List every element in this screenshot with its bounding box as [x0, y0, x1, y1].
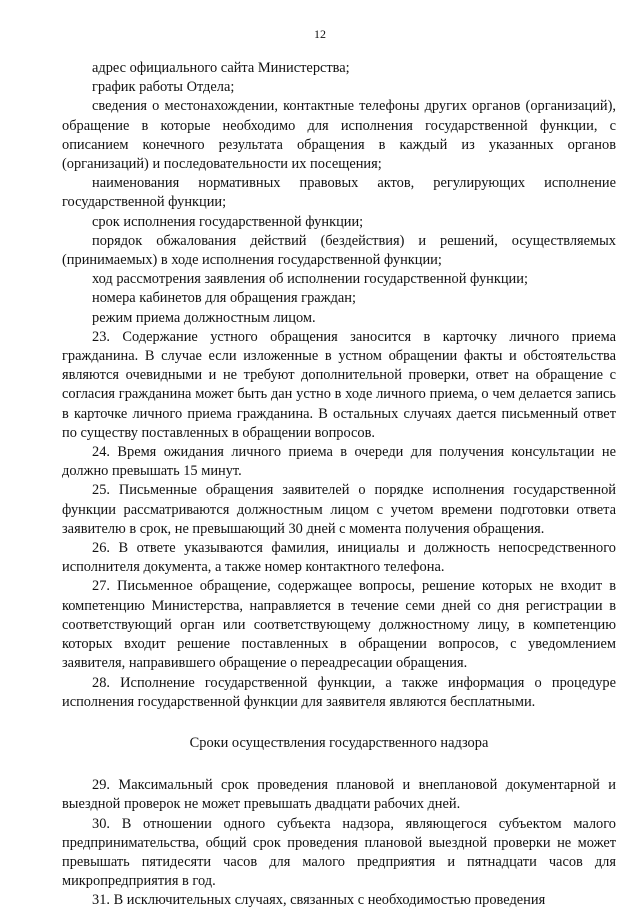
section-heading: Сроки осуществления государственного надзора	[189, 734, 489, 751]
list-item: сведения о местонахождении, контактные телефоны других органов (организаций), обращение в которые необходимо для исполнения государственной функции, с описанием конечного результата обращения в каждый из указанных органов (организаций) и последовательности их посещения;	[62, 98, 616, 173]
list-item: порядок обжалования действий (бездействия) и решений, осуществляемых (принимаемых) в ходе исполнения государственной функции;	[62, 232, 616, 269]
paragraph-28: 28. Исполнение государственной функции, а также информация о процедуре исполнения государственной функции для заявителя являются бесплатными.	[62, 674, 616, 710]
list-item: номера кабинетов для обращения граждан;	[92, 290, 356, 307]
paragraph-30: 30. В отношении одного субъекта надзора, являющегося субъектом малого предпринимательства, общий срок проведения плановой выездной проверки не может превышать пятидесяти часов для малого предприятия и пятнадцати часов для микропредприятия в год.	[62, 815, 616, 890]
paragraph-26: 26. В ответе указываются фамилия, инициалы и должность непосредственного исполнителя документа, а также номер контактного телефона.	[62, 540, 616, 576]
paragraph-27: 27. Письменное обращение, содержащее вопросы, решение которых не входит в компетенцию Министерства, направляется в течение семи дней со дня регистрации в соответствующий орган или соответствующему должностному лицу, в компетенцию которых входит решение поставленных в обращении вопросов, с уведомлением заявителя, направившего обращение о переадресации обращения.	[62, 578, 616, 672]
paragraph-29: 29. Максимальный срок проведения плановой и внеплановой документарной и выездной проверок не может превышать двадцати рабочих дней.	[62, 777, 616, 813]
list-item: адрес официального сайта Министерства;	[92, 60, 350, 76]
list-item: режим приема должностным лицом.	[92, 309, 316, 326]
list-item: ход рассмотрения заявления об исполнении государственной функции;	[92, 271, 528, 288]
paragraph-31: 31. В исключительных случаях, связанных с необходимостью проведения	[92, 892, 546, 909]
paragraph-25: 25. Письменные обращения заявителей о порядке исполнения государственной функции рассматриваются должностным лицом с учетом времени подготовки ответа заявителю в срок, не превышающий 30 дней с момента получения обращения.	[62, 482, 616, 537]
document-body	[62, 59, 616, 911]
paragraph-23: 23. Содержание устного обращения заносится в карточку личного приема гражданина. В случае если изложенные в устном обращении факты и обстоятельства являются очевидными и не требуют дополнительной проверки, ответ на обращение с согласия гражданина может быть дан устно в ходе личного приема, о чем делается запись в карточке личного приема гражданина. В остальных случаях дается письменный ответ по существу поставленных в обращении вопросов.	[62, 328, 616, 441]
list-item: срок исполнения государственной функции;	[92, 213, 364, 230]
paragraph-24: 24. Время ожидания личного приема в очереди для получения консультации не должно превышать 15 минут.	[62, 444, 616, 480]
list-item: график работы Отдела;	[92, 79, 235, 96]
page-number: 12	[314, 27, 326, 41]
list-item: наименования нормативных правовых актов, регулирующих исполнение государственной функции;	[62, 175, 616, 211]
